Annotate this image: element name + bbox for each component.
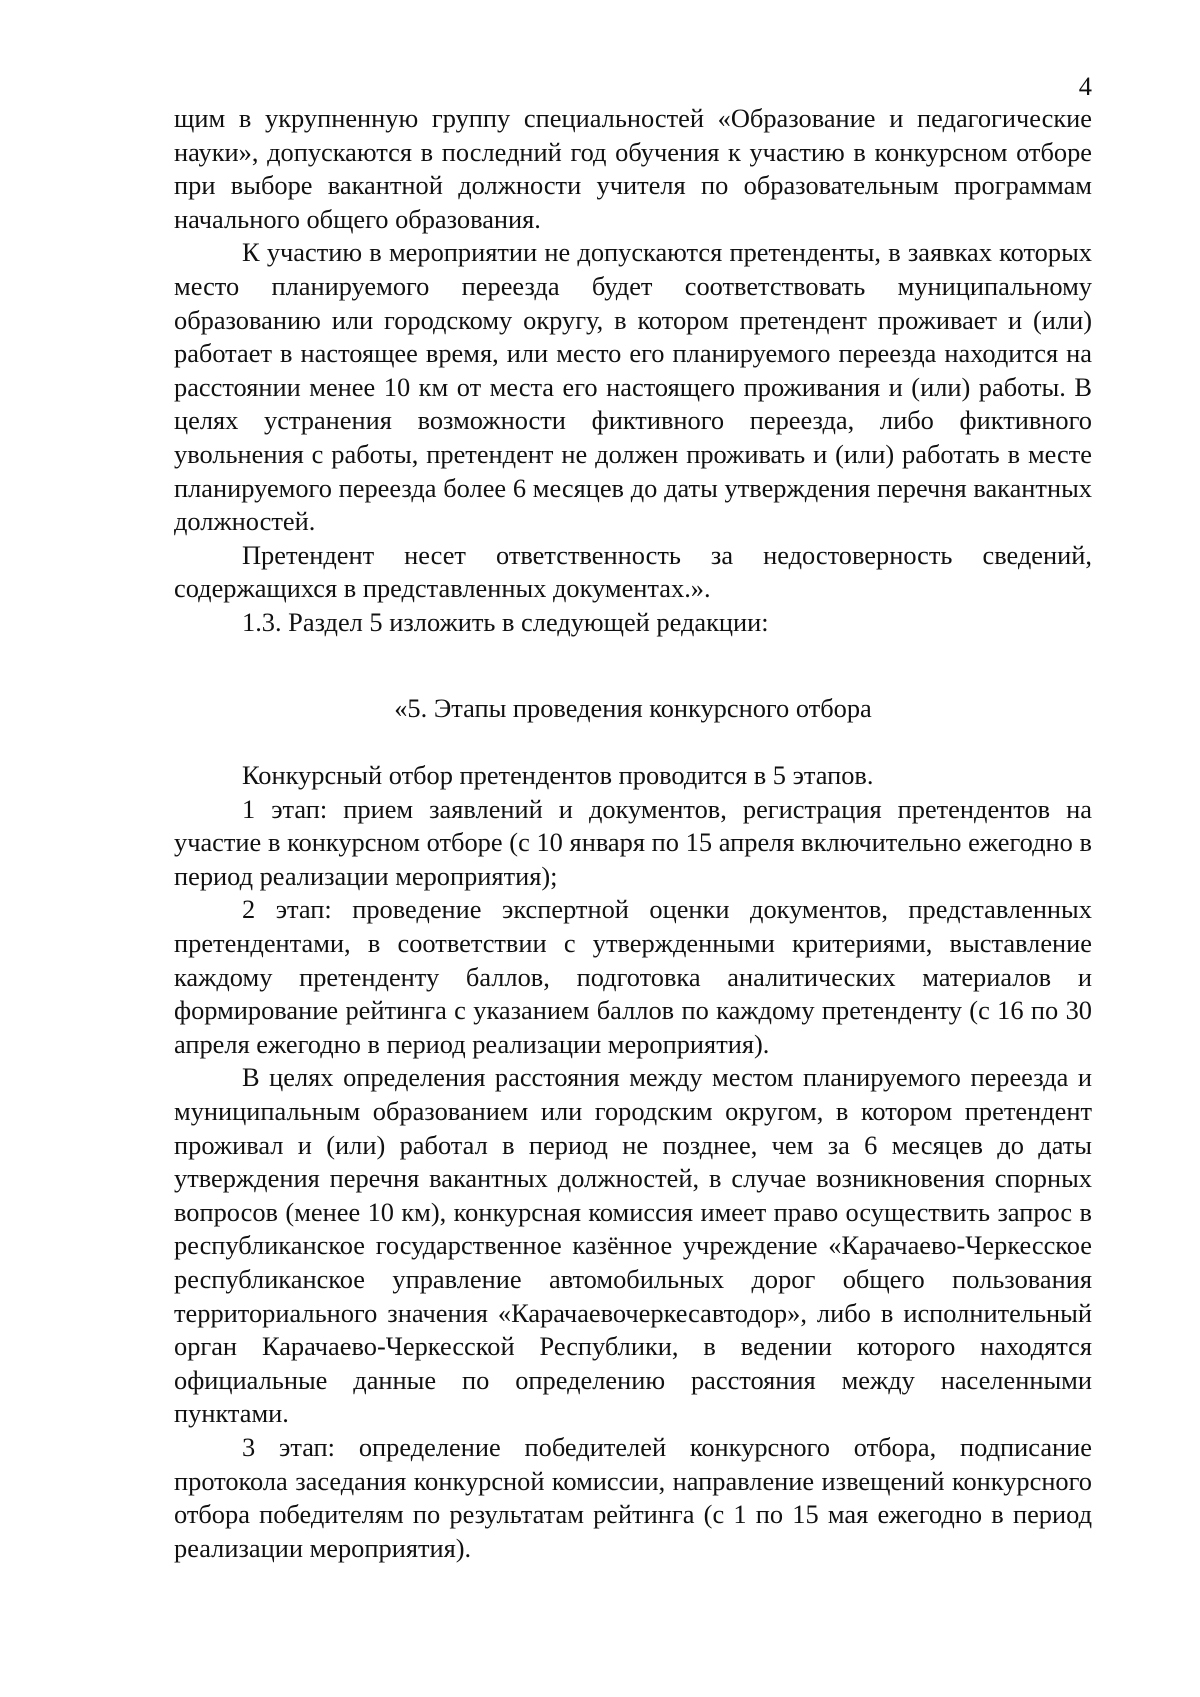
paragraph-continuation: щим в укрупненную группу специальностей «Образование и педагогические науки», допускаются в последний год обучения к участию в конкурсном отборе при выборе вакантной должности учителя по образовательным программам начального общего образования. <box>174 103 1092 234</box>
paragraph-stage-1: 1 этап: прием заявлений и документов, регистрация претендентов на участие в конкурсном отборе (с 10 января по 15 апреля включительно ежегодно в период реализации мероприятия); <box>174 793 1092 891</box>
paragraph-responsibility: Претендент несет ответственность за недостоверность сведений, содержащихся в представленных документах.». <box>174 539 1092 604</box>
paragraph-distance: В целях определения расстояния между местом планируемого переезда и муниципальным образованием или городским округом, в котором претендент проживал и (или) работал в период не позднее, чем за 6 месяцев до даты утверждения перечня вакантных должностей, в случае возникновения спорных вопросов (менее 10 км), конкурсная комиссия имеет право осуществить запрос в республиканское государственное казённое учреждение «Карачаево-Черкесское республиканское управление автомобильных дорог общего пользования территориального значения «Карачаевочеркесавтодор», либо в исполнительный орган Карачаево-Черкесской Республики, в ведении которого находятся официальные данные по определению расстояния между населенными пунктами. <box>174 1062 1092 1429</box>
paragraph-stage-2: 2 этап: проведение экспертной оценки документов, представленных претендентами, в соответствии с утвержденными критериями, выставление каждому претенденту баллов, подготовка аналитических материалов и формирование рейтинга с указанием баллов по каждому претенденту (с 16 по 30 апреля ежегодно в период реализации мероприятия). <box>174 894 1092 1059</box>
spacer <box>174 725 1092 759</box>
page-number: 4 <box>1078 71 1092 101</box>
paragraph-restrictions: К участию в мероприятии не допускаются претенденты, в заявках которых место планируемого переезда будет соответствовать муниципальному образованию или городскому округу, в котором претендент проживает и (или) работает в настоящее время, или место его планируемого переезда находится на расстоянии менее 10 км от места его настоящего проживания и (или) работы. В целях устранения возможности фиктивного переезда, либо фиктивного увольнения с работы, претендент не должен проживать и (или) работать в месте планируемого переезда более 6 месяцев до даты утверждения перечня вакантных должностей. <box>174 237 1092 537</box>
section-title: «5. Этапы проведения конкурсного отбора <box>394 692 872 723</box>
paragraph-stage-3: 3 этап: определение победителей конкурсного отбора, подписание протокола заседания конкурсной комиссии, направление извещений конкурсного отбора победителям по результатам рейтинга (с 1 по 15 мая ежегодно в период реализации мероприятия). <box>174 1431 1092 1563</box>
paragraph-stages-intro: Конкурсный отбор претендентов проводится в 5 этапов. <box>242 760 874 791</box>
paragraph-amendment: 1.3. Раздел 5 изложить в следующей редакции: <box>242 606 769 637</box>
spacer <box>174 640 1092 692</box>
document-body <box>174 102 1092 1565</box>
